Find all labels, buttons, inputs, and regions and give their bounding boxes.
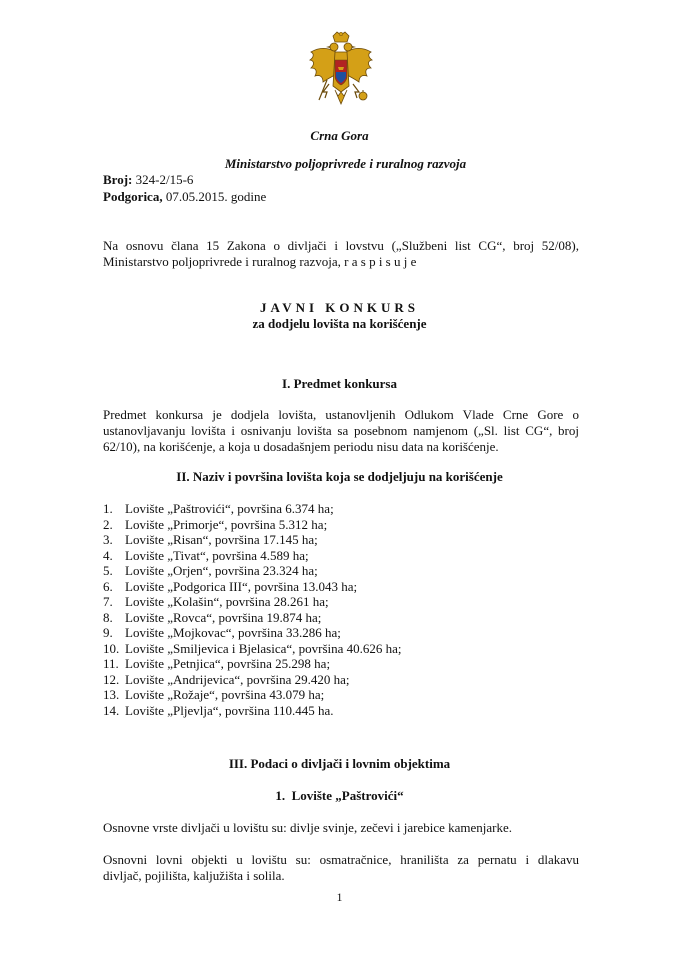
- number-value: 324-2/15-6: [135, 172, 194, 187]
- section-1-line-1: Predmet konkursa je dodjela lovišta, ustanovljenih Odlukom Vlade Crne Gore o: [103, 407, 579, 422]
- hunting-grounds-list: [103, 501, 402, 718]
- objects-line-1: Osnovni lovni objekti u lovištu su: osmatračnice, hranilišta za pernatu i dlakavu: [103, 852, 579, 867]
- date-value: 07.05.2015. godine: [165, 189, 267, 204]
- list-item: 11. Lovište „Petnjica“, površina 25.298 ha;: [103, 656, 331, 671]
- list-item: 2. Lovište „Primorje“, površina 5.312 ha;: [103, 516, 328, 532]
- species-paragraph: Osnovne vrste divljači u lovištu su: divlje svinje, zečevi i jarebice kamenjarke.: [103, 820, 513, 835]
- list-item: 5. Lovište „Orjen“, površina 23.324 ha;: [103, 563, 318, 578]
- list-item: 13. Lovište „Rožaje“, površina 43.079 ha;: [103, 687, 325, 702]
- announcement-title: JAVNI KONKURS: [259, 300, 420, 315]
- list-item: 14. Lovište „Pljevlja“, površina 110.445 ha.: [103, 702, 334, 718]
- list-item: 8. Lovište „Rovca“, površina 19.874 ha;: [103, 609, 322, 625]
- intro-line-2: Ministarstvo poljoprivrede i ruralnog razvoja, r a s p i s u j e: [103, 254, 417, 269]
- number-label: Broj:: [103, 172, 133, 187]
- list-item: 3. Lovište „Risan“, površina 17.145 ha;: [103, 532, 318, 547]
- list-item: 7. Lovište „Kolašin“, površina 28.261 ha;: [103, 594, 329, 609]
- section-1-heading: I. Predmet konkursa: [282, 376, 397, 391]
- document-date: [103, 189, 266, 205]
- section-3-heading: III. Podaci o divljači i lovnim objektima: [228, 756, 451, 771]
- document-number: [103, 172, 193, 188]
- list-item: 10. Lovište „Smiljevica i Bjelasica“, površina 40.626 ha;: [103, 640, 402, 656]
- list-item: 4. Lovište „Tivat“, površina 4.589 ha;: [103, 547, 309, 563]
- section-1-line-3: 62/10), na korišćenje, a koja u dosadašnjem periodu nisu data na korišćenje.: [103, 439, 499, 454]
- ministry-name: Ministarstvo poljoprivrede i ruralnog razvoja: [224, 156, 467, 171]
- list-item: 9. Lovište „Mojkovac“, površina 33.286 ha;: [103, 625, 341, 640]
- page-number: 1: [336, 890, 343, 904]
- list-item: 12. Lovište „Andrijevica“, površina 29.420 ha;: [103, 671, 350, 687]
- coat-of-arms-logo: [307, 30, 375, 116]
- section-2-heading: II. Naziv i površina lovišta koja se dodjeljuju na korišćenje: [176, 469, 503, 484]
- list-item: 6. Lovište „Podgorica III“, površina 13.043 ha;: [103, 578, 358, 594]
- country-name: Crna Gora: [310, 128, 369, 143]
- list-item: 1. Lovište „Paštrovići“, površina 6.374 ha;: [103, 501, 334, 516]
- section-3-subheading: 1. Lovište „Paštrovići“: [275, 788, 404, 803]
- intro-line-1: Na osnovu člana 15 Zakona o divljači i lovstvu („Službeni list CG“, broj 52/08),: [103, 238, 579, 253]
- place-label: Podgorica,: [103, 189, 163, 204]
- announcement-subtitle: za dodjelu lovišta na korišćenje: [252, 316, 427, 331]
- section-1-line-2: ustanovljavanju lovišta i osnivanju lovišta sa posebnom namjenom („Sl. list CG“, broj: [103, 423, 579, 438]
- objects-line-2: divljač, pojilišta, kaljužišta i solila.: [103, 868, 285, 883]
